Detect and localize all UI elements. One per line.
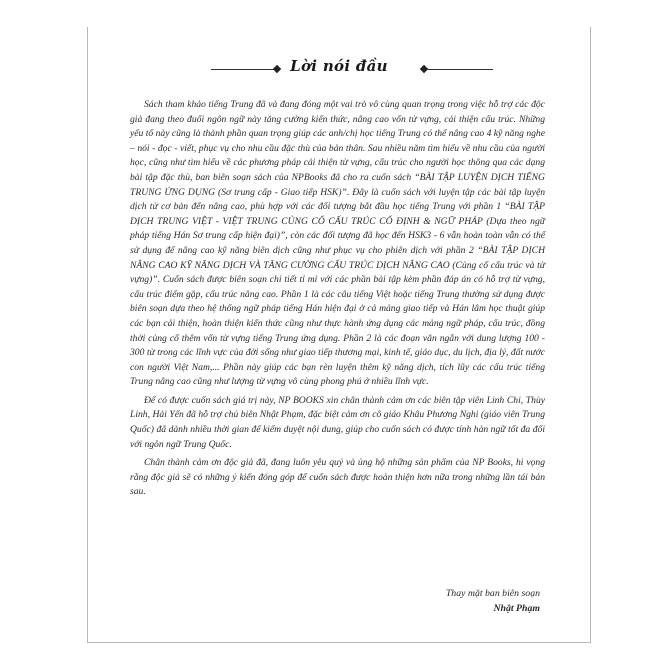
paragraph: Chân thành cảm ơn độc giả đã, đang luôn yêu quý và ủng hộ những sản phẩm của NP Books, hi vọng rằng độc giả sẽ có những ý kiến đóng góp để cuốn sách được hoàn thiện hơn nữa trong những lần tái bản sau.: [130, 457, 545, 498]
paragraph: Để có được cuốn sách giá trị này, NP BOOKS xin chân thành cảm ơn các biên tập viên Linh Chi, Thùy Linh, Hải Yến đã hỗ trợ chủ biên Nhật Phạm, đặc biệt cảm ơn cô giáo Khâu Phương Nghi (giáo viên Trung Quốc) đã dành nhiều thời gian để kiểm duyệt nội dung, giúp cho cuốn sách có được tính hàn ngữ tốt đa đối với ngôn ngữ Trung Quốc.: [130, 394, 545, 450]
signature-name: Nhật Phạm: [493, 603, 540, 614]
signature-role: Thay mặt ban biên soạn: [445, 588, 540, 599]
page-title: Lời nói đầu: [290, 57, 388, 75]
title-rule-right: [427, 69, 493, 70]
title-row: [87, 56, 591, 78]
paragraph: Sách tham khảo tiếng Trung đã và đang đóng một vai trò vô cùng quan trọng trong việc hỗ trợ các độc giả đang theo đuổi ngôn ngữ này tăng cường kiến thức, nâng cao vốn từ vựng, cải thiện cấu trúc. Những yếu tố này cũng là thành phần quan trọng giúp các anh/chị học tiếng Trung có thể nâng cao 4 kỹ năng nghe – nói - đọc - viết, phục vụ cho nhu cầu đặc thù của bản thân. Sau nhiều năm tìm hiểu về nhu cầu của người học, cũng như tìm hiểu về các phương pháp cải thiện từ vựng, cấu trúc cho người học thông qua các dạng bài tập đặc thù, ban biên soạn sách của NPBooks đã cho ra cuốn sách “BÀI TẬP LUYỆN DỊCH TIẾNG TRUNG ỨNG DỤNG (Sơ trung cấp - Giao tiếp HSK)”. Đây là cuốn sách với luyện tập các bài tập luyện dịch từ cơ bản đến nâng cao, phù hợp với các đối tượng bắt đầu học tiếng Trung với phần 1 “BÀI TẬP DỊCH TRUNG VIỆT - VIỆT TRUNG CỦNG CỐ CẤU TRÚC CỐ ĐỊNH & NGỮ PHÁP (Dựa theo ngữ pháp tiếng Hán Sơ trung cấp hiện đại)”, còn các đối tượng đã học đến HSK3 - 6 vẫn hoàn toàn vẫn có thể sử dụng để nâng cao kỹ năng biên dịch cũng như phục vụ cho phiên dịch với phần 2 “BÀI TẬP DỊCH NÂNG CAO KỸ NĂNG DỊCH VÀ TĂNG CƯỜNG CẤU TRÚC DỊCH NÂNG CAO (Củng cố cấu trúc và từ vựng)”. Cuốn sách được biên soạn chi tiết tỉ mỉ với các phần bài tập kèm phần đáp án có hỗ trợ từ vựng, cấu trúc điểm gặp, cấu trúc nâng cao. Phần 1 là các câu tiếng Việt hoặc tiếng Trung thường sử dụng được biên soạn dựa theo hệ thống ngữ pháp tiếng Hán hiện đại ở cả mảng giao tiếp và Hán lâm học thuật giúp các bạn cải thiện, hoàn thiện kiến thức cũng như thực hành ứng dụng các mảng ngữ pháp, cấu trúc, đồng thời củng cố thêm vốn từ vựng tiếng Trung ứng dụng. Phần 2 là các đoạn văn ngắn với dung lượng 100 - 300 từ trong các lĩnh vực của đời sống như giao tiếp thương mại, kinh tế, giáo dục, du lịch, địa lý, đất nước con người Việt Nam,... Phần này giúp các bạn rèn luyện thêm kỹ năng dịch, tích lũy các cấu trúc tiếng Trung nâng cao cũng như lượng từ vựng vô cùng phong phú ở nhiều lĩnh vực.: [130, 99, 545, 388]
preface-body: [130, 98, 545, 504]
